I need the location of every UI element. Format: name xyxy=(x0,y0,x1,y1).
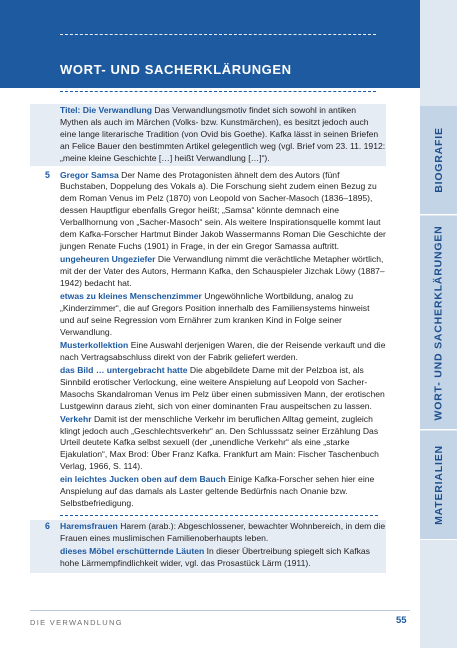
header-dashed-rule xyxy=(60,34,376,35)
entry-text: Die Verwandlung nimmt die verächtliche Metapher wörtlich, mit der der Vater des Autors, Hermann Kafka, den Schauspieler Jizchak Löwy (1887–1942) bedacht hat. xyxy=(60,254,385,288)
line-number: 6 xyxy=(45,521,50,532)
glossary-entry-titel xyxy=(30,104,386,166)
glossary-entry-ungeziefer xyxy=(30,254,386,290)
entry-text: Damit ist der menschliche Verkehr im beruflichen Alltag gemeint, zugleich klingt jedoch auch „Geschlechtsverkehr“ an. Den Schlusssatz seiner Erzählung Das Urteil deutete Kafka selbst sexuell (der „unendliche Verkehr“ als eine „starke Ejakulation“, Max Brod: Über Franz Kafka. Frankfurt am Main: Fischer Taschenbuch Verlag, 1966, S. 114). xyxy=(60,413,379,472)
entry-lemma: ungeheuren Ungeziefer xyxy=(60,254,156,265)
tab-biografie[interactable] xyxy=(420,106,457,215)
entry-lemma: Haremsfrauen xyxy=(60,521,118,532)
entry-text: Die abgebildete Dame mit der Pelzboa ist, als Sinnbild erotischer Verlockung, eine weitere Anspielung auf Leopold von Sacher-Masochs Skandalroman Venus im Pelz über einen submissiven Mann, der erotischen Lustgewinn daraus zieht, sich von einer dominanten Frau auspeitschen zu lassen. xyxy=(60,364,385,411)
glossary-entry-jucken xyxy=(30,474,386,510)
glossary-entry-haremsfrauen xyxy=(30,521,386,545)
chapter-header xyxy=(0,0,420,88)
entry-lemma: das Bild … untergebracht hatte xyxy=(60,364,188,375)
entry-text: Eine Auswahl derjenigen Waren, die der Reisende verkauft und die nach Vertragsabschluss direkt von der Fabrik geliefert werden. xyxy=(60,339,386,362)
entry-text: Der Name des Protagonisten ähnelt dem des Autors (fünf Buchstaben, Doppelung des Vokals a). Die Forschung sieht zudem einen Bezug zu dem Roman Venus im Pelz (1870) von Leopold von Sacher-Masoch (1836–1895), dessen Hauptfigur ebenfalls Gregor heißt; „Samsa“ könnte demnach eine Verballhornung von „Sacher-Masoch“ sein. Als weitere Inspirationsquelle kommt laut dem Kafka-Forscher Hartmut Binder Jakob Wassermanns Roman Die Geschichte der jungen Renate Fuchs (1901) in Frage, in der ein Gregor Samassa auftritt. xyxy=(60,169,386,251)
entry-lemma: Gregor Samsa xyxy=(60,169,119,180)
entry-text: Harem (arab.): Abgeschlossener, bewachter Wohnbereich, in dem die Frauen eines muslimischen Familienoberhaupts leben. xyxy=(60,521,386,543)
tab-biografie-label: BIOGRAFIE xyxy=(432,127,445,193)
footer-rule xyxy=(30,610,410,611)
glossary-entry-verkehr xyxy=(30,414,386,474)
tab-wort-und-sacherklaerungen-label: WORT- UND SACHERKLÄRUNGEN xyxy=(432,225,445,420)
entry-lemma: Verkehr xyxy=(60,413,92,424)
entry-text: Das Verwandlungsmotiv findet sich sowohl in antiken Mythen als auch im Märchen (Volks- bzw. Kunstmärchen), es besitzt jedoch auch eine lange literarische Tradition (von Ovid bis Goethe). Kafka lässt in seinen Briefen an Felice Bauer den bestimmten Artikel gelegentlich weg (vgl. Brief vom 23. 11. 1912: „meine kleine Geschichte […] heißt Verwandlung […]“). xyxy=(60,105,386,163)
page-title: WORT- UND SACHERKLÄRUNGEN xyxy=(60,62,292,77)
glossary-entry-das-bild xyxy=(30,365,386,413)
running-footer-title: DIE VERWANDLUNG xyxy=(30,618,123,627)
highlight-block xyxy=(30,520,386,573)
tab-materialien[interactable] xyxy=(420,431,457,540)
glossary-entry-gregor-samsa xyxy=(30,170,386,253)
tab-materialien-label: MATERIALIEN xyxy=(432,445,445,525)
glossary-entry-menschenzimmer xyxy=(30,291,386,339)
glossary-entry-moebel-laeuten xyxy=(30,546,386,570)
entry-lemma: ein leichtes Jucken oben auf dem Bauch xyxy=(60,474,226,485)
entry-text: Einige Kafka-Forscher sehen hier eine Anspielung auf das damals als Laster geltende Bedürfnis nach Onanie bzw. Selbstbefriedigung. xyxy=(60,474,375,509)
entry-lemma: dieses Möbel erschütternde Läuten xyxy=(60,546,205,557)
entry-text: In dieser Übertreibung spiegelt sich Kafkas hohe Lärmempfindlichkeit wider, vgl. das Prosastück Lärm (1911). xyxy=(60,546,370,568)
tab-wort-und-sacherklaerungen[interactable] xyxy=(420,216,457,430)
title-dashed-rule xyxy=(60,91,376,92)
section-dashed-divider xyxy=(60,515,378,516)
entry-text: Ungewöhnliche Wortbildung, analog zu „Kinderzimmer“, die auf Gregors Position innerhalb des Familiensystems hinweist und auf seine Regression vom Ernährer zum kranken Kind in Folge seiner Verwandlung. xyxy=(60,290,370,337)
line-number: 5 xyxy=(45,169,50,180)
entry-lemma: Musterkollektion xyxy=(60,339,129,350)
entry-lemma: Titel: Die Verwandlung xyxy=(60,105,153,115)
page-number: 55 xyxy=(396,615,407,626)
section-sidebar xyxy=(420,0,457,648)
glossary-content xyxy=(30,104,386,573)
entry-lemma: etwas zu kleines Menschenzimmer xyxy=(60,290,202,301)
glossary-entry-musterkollektion xyxy=(30,340,386,364)
